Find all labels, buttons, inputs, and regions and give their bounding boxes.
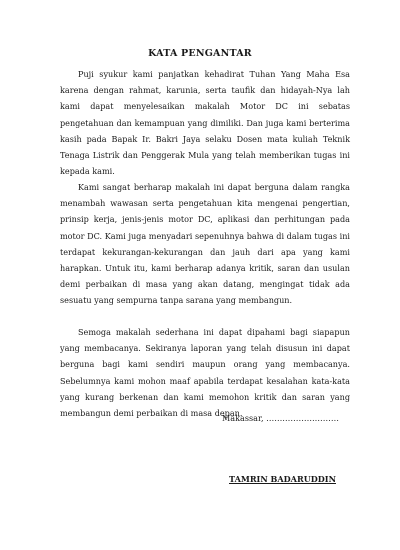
paragraph-2: Kami sangat berharap makalah ini dapat berguna dalam rangka menambah wawasan serta pengetahuan kita mengenai pengertian, prinsip kerja, jenis-jenis motor DC, aplikasi dan perhitungan pada motor DC. Kami juga menyadari sepenuhnya bahwa di dalam tugas ini terdapat kekurangan-kekurangan dan jauh dari apa yang kami harapkan. Untuk itu, kami berharap adanya kritik, saran dan usulan demi perbaikan di masa yang akan datang, mengingat tidak ada sesuatu yang sempurna tanpa sarana yang membangun. — [60, 182, 350, 306]
signer-name: TAMRIN BADARUDDIN — [229, 474, 336, 484]
page-title: KATA PENGANTAR — [148, 48, 252, 59]
paragraph-3: Semoga makalah sederhana ini dapat dipahami bagi siapapun yang membacanya. Sekiranya laporan yang telah disusun ini dapat berguna bagi kami sendiri maupun orang yang membacanya. Sebelumnya kami mohon maaf apabila terdapat kesalahan kata-kata yang kurang berkenan dan kami memohon kritik dan saran yang membangun demi perbaikan di masa depan. — [60, 327, 350, 419]
place-date-line: Makassar, ……………………… — [222, 413, 339, 423]
paragraph-1: Puji syukur kami panjatkan kehadirat Tuhan Yang Maha Esa karena dengan rahmat, karunia, serta taufik dan hidayah-Nya lah kami dapat menyelesaikan makalah Motor DC ini sebatas pengetahuan dan kemampuan yang dimiliki. Dan juga kami berterima kasih pada Bapak Ir. Bakri Jaya selaku Dosen mata kuliah Teknik Tenaga Listrik dan Penggerak Mula yang telah memberikan tugas ini kepada kami. — [60, 69, 350, 177]
